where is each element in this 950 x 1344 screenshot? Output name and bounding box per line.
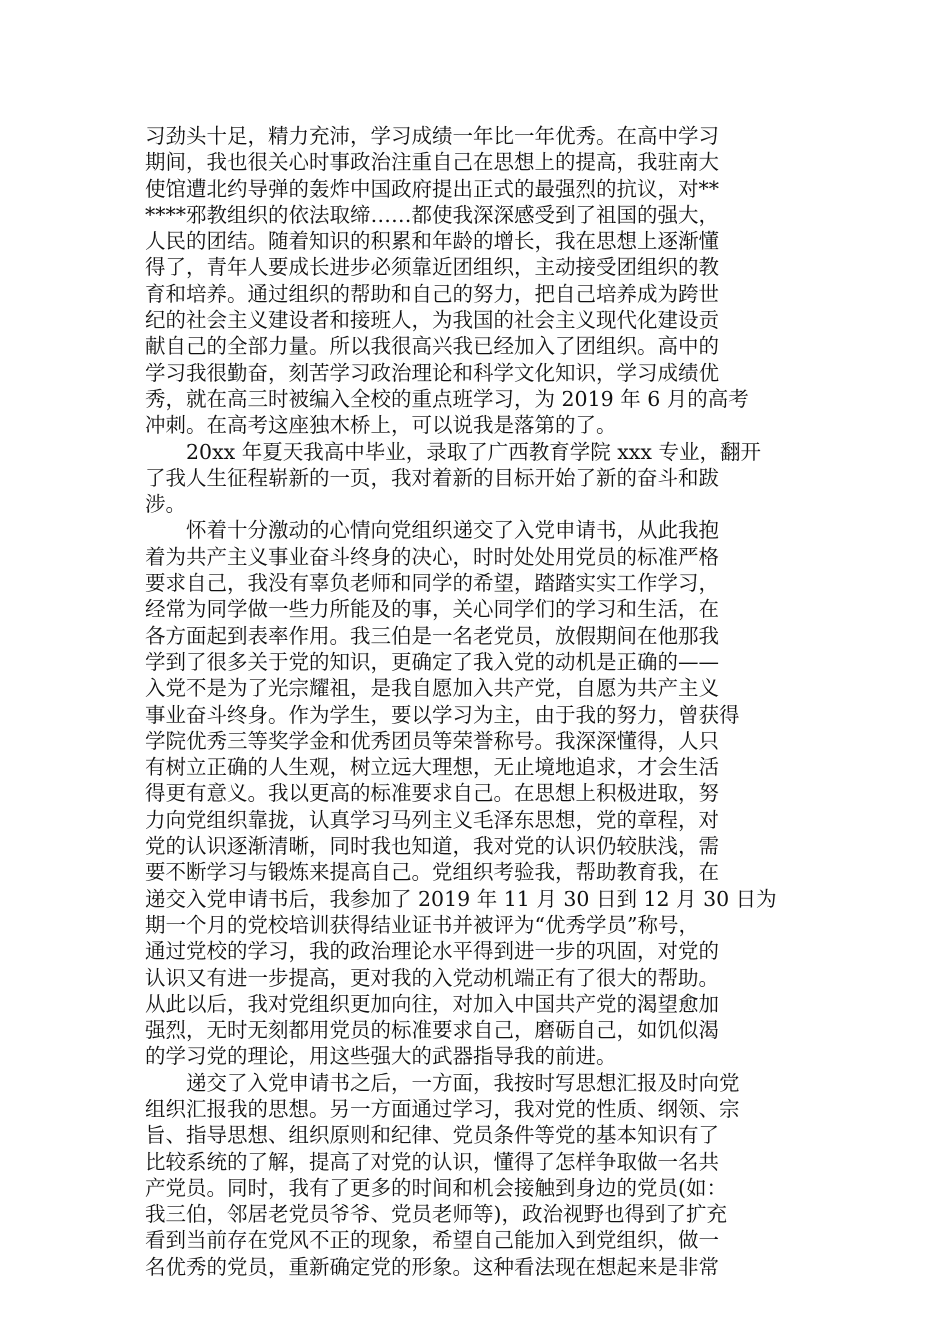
text-line: 认识又有进一步提高，更对我的入党动机端正有了很大的帮助。 (145, 965, 719, 990)
text-line: 事业奋斗终身。作为学生，要以学习为主，由于我的努力，曾获得 (145, 702, 740, 727)
text-line: 着为共产主义事业奋斗终身的决心，时时处处用党员的标准严格 (145, 544, 719, 569)
text-line: 比较系统的了解，提高了对党的认识，懂得了怎样争取做一名共 (145, 1149, 719, 1174)
text-line: 要不断学习与锻炼来提高自己。党组织考验我，帮助教育我，在 (145, 860, 719, 885)
text-line: 组织汇报我的思想。另一方面通过学习，我对党的性质、纲领、宗 (145, 1096, 740, 1121)
text-line: 经常为同学做一些力所能及的事，关心同学们的学习和生活，在 (145, 597, 719, 622)
text-line: 从此以后，我对党组织更加向往，对加入中国共产党的渴望愈加 (145, 991, 719, 1016)
text-line: 得了，青年人要成长进步必须靠近团组织，主动接受团组织的教 (145, 255, 719, 280)
text-line: 递交入党申请书后，我参加了 2019 年 11 月 30 日到 12 月 30 日为 (145, 886, 777, 911)
text-line: 的学习党的理论，用这些强大的武器指导我的前进。 (145, 1044, 617, 1069)
text-line: 学到了很多关于党的知识，更确定了我入党的动机是正确的—— (145, 649, 719, 674)
text-line: 通过党校的学习，我的政治理论水平得到进一步的巩固，对党的 (145, 939, 719, 964)
text-line: 强烈，无时无刻都用党员的标准要求自己，磨砺自己，如饥似渴 (145, 1018, 719, 1043)
text-line: 习劲头十足，精力充沛，学习成绩一年比一年优秀。在高中学习 (145, 124, 719, 148)
text-line: 旨、指导思想、组织原则和纪律、党员条件等党的基本知识有了 (145, 1123, 719, 1148)
paragraph (145, 517, 813, 1069)
text-line: 秀，就在高三时被编入全校的重点班学习，为 2019 年 6 月的高考 (145, 386, 749, 411)
text-line: 名优秀的党员，重新确定党的形象。这种看法现在想起来是非常 (145, 1254, 719, 1279)
text-line: 产党员。同时，我有了更多的时间和机会接触到身边的党员(如： (145, 1175, 727, 1200)
paragraph (145, 123, 813, 439)
text-line: 我三伯，邻居老党员爷爷、党员老师等)，政治视野也得到了扩充 (145, 1202, 727, 1227)
paragraph (145, 1070, 813, 1280)
text-line: 党的认识逐渐清晰，同时我也知道，我对党的认识仍较肤浅，需 (145, 834, 719, 859)
text-line: 各方面起到表率作用。我三伯是一名老党员，放假期间在他那我 (145, 623, 719, 648)
text-line: 献自己的全部力量。所以我很高兴我已经加入了团组织。高中的 (145, 334, 719, 359)
document-body (145, 123, 813, 1280)
text-line: 使馆遭北约导弹的轰炸中国政府提出正式的最强烈的抗议，对** (145, 176, 719, 201)
text-line: 入党不是为了光宗耀祖，是我自愿加入共产党，自愿为共产主义 (145, 676, 719, 701)
text-line: 了我人生征程崭新的一页，我对着新的目标开始了新的奋斗和跋 (145, 465, 719, 490)
text-line: 要求自己，我没有辜负老师和同学的希望，踏踏实实工作学习， (145, 571, 719, 596)
text-line: 期间，我也很关心时事政治注重自己在思想上的提高，我驻南大 (145, 150, 719, 175)
text-line: 怀着十分激动的心情向党组织递交了入党申请书，从此我抱 (186, 518, 719, 543)
text-line: 冲刺。在高考这座独木桥上，可以说我是落第的了。 (145, 413, 617, 438)
text-line: 有树立正确的人生观，树立远大理想，无止境地追求，才会生活 (145, 755, 719, 780)
paragraph (145, 439, 813, 518)
text-line: 育和培养。通过组织的帮助和自己的努力，把自己培养成为跨世 (145, 281, 719, 306)
text-line: 人民的团结。随着知识的积累和年龄的增长，我在思想上逐渐懂 (145, 229, 719, 254)
text-line: 学习我很勤奋，刻苦学习政治理论和科学文化知识，学习成绩优 (145, 360, 719, 385)
text-line: 得更有意义。我以更高的标准要求自己。在思想上积极进取，努 (145, 781, 719, 806)
text-line: 递交了入党申请书之后，一方面，我按时写思想汇报及时向党 (186, 1070, 740, 1095)
text-line: 学院优秀三等奖学金和优秀团员等荣誉称号。我深深懂得，人只 (145, 728, 719, 753)
text-line: 涉。 (145, 492, 186, 517)
text-line: 纪的社会主义建设者和接班人，为我国的社会主义现代化建设贡 (145, 308, 719, 333)
text-line: 力向党组织靠拢，认真学习马列主义毛泽东思想，党的章程，对 (145, 807, 719, 832)
text-line: 期一个月的党校培训获得结业证书并被评为“优秀学员”称号， (145, 912, 699, 937)
text-line: 看到当前存在党风不正的现象，希望自己能加入到党组织，做一 (145, 1228, 719, 1253)
text-line: ****邪教组织的依法取缔……都使我深深感受到了祖国的强大， (145, 202, 719, 227)
text-line: 20xx 年夏天我高中毕业，录取了广西教育学院 xxx 专业，翻开 (186, 439, 761, 464)
